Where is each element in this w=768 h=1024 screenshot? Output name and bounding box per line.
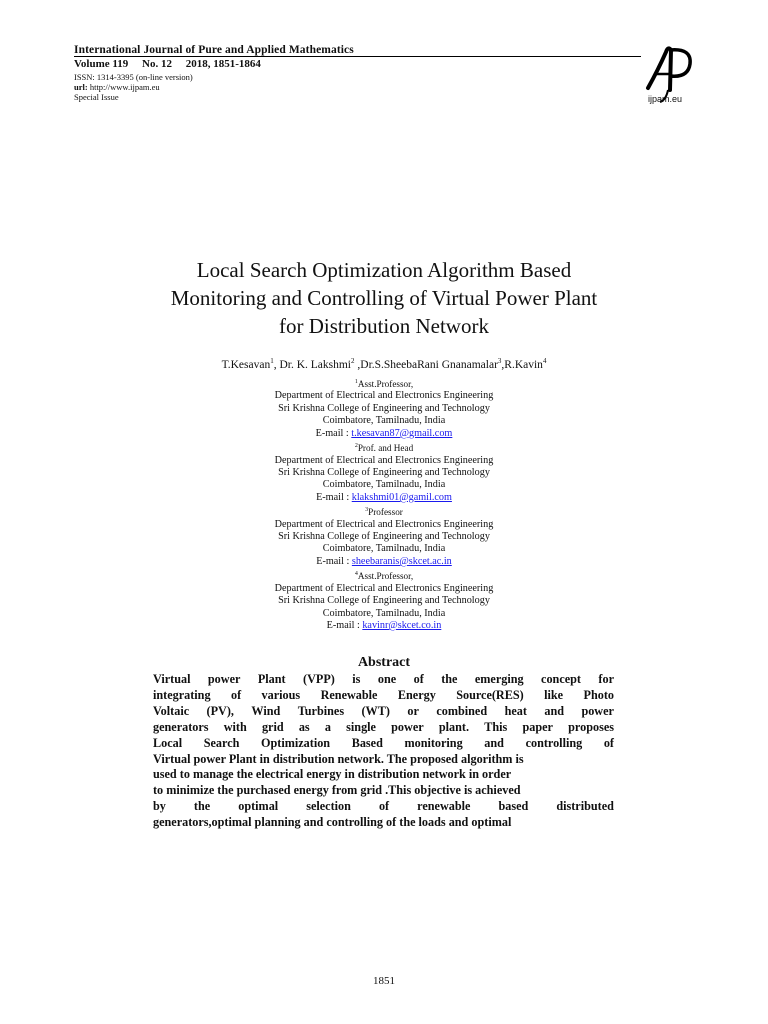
- affiliation-position: [110, 568, 658, 582]
- abstract-word: one: [377, 672, 397, 686]
- journal-url-line: [74, 82, 160, 92]
- affiliation-location: Coimbatore, Tamilnadu, India: [322, 415, 446, 427]
- email-label: E-mail :: [326, 619, 363, 631]
- position-text: Asst.Professor,: [357, 571, 414, 582]
- affiliation-position: [110, 376, 658, 390]
- email-label: E-mail :: [315, 427, 352, 439]
- abstract-word: Optimization: [261, 735, 331, 750]
- title-line: Local Search Optimization Algorithm Based: [196, 258, 572, 282]
- author-name: ,Dr.S.SheebaRani Gnanamalar: [354, 358, 498, 371]
- author-sup: 3: [497, 357, 502, 365]
- abstract-word: Energy: [397, 687, 436, 702]
- abstract-word: of: [230, 687, 242, 702]
- author-sup: 1: [270, 357, 274, 365]
- abstract-word: Photo: [583, 687, 614, 702]
- abstract-line: [153, 815, 614, 831]
- affiliation-email: [110, 556, 658, 568]
- abstract-word: a: [324, 719, 331, 734]
- affiliation-college: Sri Krishna College of Engineering and Technology: [278, 402, 490, 414]
- issn: ISSN: 1314-3395 (on-line version): [74, 72, 193, 82]
- abstract-line: [153, 688, 614, 704]
- author-sup: 2: [351, 357, 355, 365]
- abstract-word: paper: [522, 719, 553, 734]
- abstract-word: Renewable: [320, 687, 378, 702]
- title-line: for Distribution Network: [279, 314, 489, 338]
- abstract-word: Plant: [257, 672, 286, 686]
- title-line: Monitoring and Controlling of Virtual Power Plant: [170, 286, 598, 310]
- abstract-word: monitoring: [404, 735, 463, 750]
- affiliation-department: Department of Electrical and Electronics Engineering: [274, 582, 494, 594]
- affiliation-email: [110, 620, 658, 632]
- abstract-word: or: [407, 703, 419, 718]
- abstract-word: generators,optimal planning and controlling of the loads and optimal: [153, 815, 512, 830]
- journal-header: [74, 44, 644, 56]
- abstract-word: renewable: [417, 799, 471, 814]
- abstract-word: proposes: [568, 719, 614, 734]
- abstract-word: optimal: [238, 799, 279, 814]
- abstract-word: of: [603, 735, 614, 750]
- abstract-heading: Abstract: [357, 655, 411, 670]
- author-sup: 4: [542, 357, 547, 365]
- header-rule: [74, 56, 641, 57]
- abstract-word: combined: [436, 703, 488, 718]
- abstract-word: distributed: [556, 799, 614, 814]
- abstract-line: [153, 767, 614, 783]
- journal-name: International Journal of Pure and Applied Mathematics: [74, 44, 354, 56]
- affiliation-location: Coimbatore, Tamilnadu, India: [322, 543, 446, 555]
- abstract-word: and: [484, 735, 504, 750]
- abstract-line: [153, 752, 614, 768]
- issue-number: No. 12: [142, 58, 172, 70]
- volume-line: [74, 58, 272, 70]
- affiliation-department: Department of Electrical and Electronics Engineering: [274, 518, 494, 530]
- abstract-word: selection: [306, 799, 351, 814]
- affiliations: [110, 376, 658, 632]
- abstract-word: generators: [153, 719, 209, 734]
- abstract-word: (VPP): [303, 672, 335, 686]
- email-label: E-mail :: [316, 555, 352, 567]
- author-name: , Dr. K. Lakshmi: [273, 358, 352, 371]
- abstract-word: Source(RES): [456, 687, 524, 702]
- affiliation-department: Department of Electrical and Electronics Engineering: [274, 454, 494, 466]
- affiliation-department: Department of Electrical and Electronics Engineering: [274, 390, 494, 402]
- abstract-word: as: [298, 719, 310, 734]
- abstract-line: [153, 720, 614, 736]
- abstract-word: used to manage the electrical energy in distribution network in order: [153, 767, 512, 782]
- abstract-line: [153, 672, 614, 688]
- page-number: 1851: [373, 975, 395, 987]
- abstract-word: is: [352, 672, 361, 686]
- abstract-word: with: [223, 719, 247, 734]
- abstract-word: Based: [351, 735, 383, 750]
- affiliation-college: Sri Krishna College of Engineering and Technology: [278, 531, 490, 543]
- abstract-word: power: [391, 719, 424, 734]
- abstract-word: This: [484, 719, 508, 734]
- affiliation-sup: 3: [365, 507, 369, 514]
- affiliation-sup: 4: [354, 571, 358, 578]
- abstract-word: grid: [261, 719, 284, 734]
- abstract-word: (PV),: [206, 703, 234, 718]
- logo-site: ijpam.eu: [648, 94, 683, 104]
- abstract-word: of: [378, 799, 390, 814]
- url-label: url:: [74, 82, 88, 92]
- abstract-word: like: [544, 687, 564, 702]
- abstract-word: controlling: [525, 735, 583, 750]
- affiliation-sup: 1: [354, 379, 358, 385]
- affiliation-college: Sri Krishna College of Engineering and Technology: [278, 595, 490, 607]
- position-text: Asst.Professor,: [357, 379, 414, 390]
- abstract-word: Virtual: [153, 672, 191, 686]
- abstract-word: integrating: [153, 687, 211, 702]
- volume: Volume 119: [74, 58, 129, 70]
- abstract-word: plant.: [438, 719, 470, 734]
- abstract-word: Turbines: [297, 703, 345, 718]
- abstract-word: of: [413, 672, 424, 686]
- position-text: Professor: [368, 507, 403, 518]
- abstract-word: various: [261, 687, 301, 702]
- abstract-word: and: [544, 703, 564, 718]
- affiliation-position: [110, 504, 658, 518]
- abstract-word: for: [598, 672, 614, 686]
- abstract-word: the: [441, 672, 458, 686]
- paper-title: [110, 256, 658, 340]
- abstract-line: [153, 704, 614, 720]
- abstract-word: (WT): [361, 703, 390, 718]
- email-link[interactable]: sheebaranis@skcet.ac.in: [351, 555, 452, 567]
- email-link[interactable]: klakshmi01@gamil.com: [351, 491, 452, 503]
- abstract-word: Voltaic: [153, 703, 190, 718]
- abstract-word: to minimize the purchased energy from grid .This objective is achieved: [153, 783, 521, 798]
- abstract-word: power: [581, 703, 614, 718]
- affiliation-sup: 2: [354, 443, 358, 450]
- author-name: T.Kesavan: [221, 358, 271, 371]
- abstract-word: concept: [541, 672, 581, 686]
- position-text: Prof. and Head: [357, 443, 414, 454]
- abstract-word: Virtual power Plant in distribution network. The proposed algorithm is: [153, 751, 524, 766]
- abstract-word: Wind: [251, 703, 281, 718]
- abstract-word: by: [153, 799, 166, 814]
- abstract-word: single: [346, 719, 376, 734]
- affiliation-location: Coimbatore, Tamilnadu, India: [322, 607, 446, 619]
- author-list: [110, 357, 658, 371]
- abstract-word: heat: [504, 703, 527, 718]
- abstract-body: [153, 672, 614, 831]
- affiliation-location: Coimbatore, Tamilnadu, India: [322, 479, 446, 491]
- affiliation-position: [110, 440, 658, 454]
- abstract-line: [153, 736, 614, 752]
- journal-url[interactable]: http://www.ijpam.eu: [89, 82, 160, 92]
- abstract-word: based: [498, 799, 529, 814]
- abstract-word: power: [207, 672, 241, 686]
- email-label: E-mail :: [316, 491, 352, 503]
- email-link[interactable]: kavinr@skcet.co.in: [362, 619, 442, 631]
- abstract-line: [153, 799, 614, 815]
- author-name: ,R.Kavin: [501, 358, 543, 371]
- abstract-word: emerging: [474, 672, 524, 686]
- year-pages: 2018, 1851-1864: [185, 58, 261, 70]
- email-link[interactable]: t.kesavan87@gmail.com: [351, 427, 453, 439]
- abstract-word: Local: [153, 735, 183, 750]
- affiliation-email: [110, 492, 658, 504]
- abstract-word: the: [193, 799, 211, 814]
- abstract-word: Search: [203, 735, 240, 750]
- affiliation-email: [110, 428, 658, 440]
- affiliation-college: Sri Krishna College of Engineering and Technology: [278, 466, 490, 478]
- abstract-line: [153, 783, 614, 799]
- special-issue: Special Issue: [74, 92, 119, 102]
